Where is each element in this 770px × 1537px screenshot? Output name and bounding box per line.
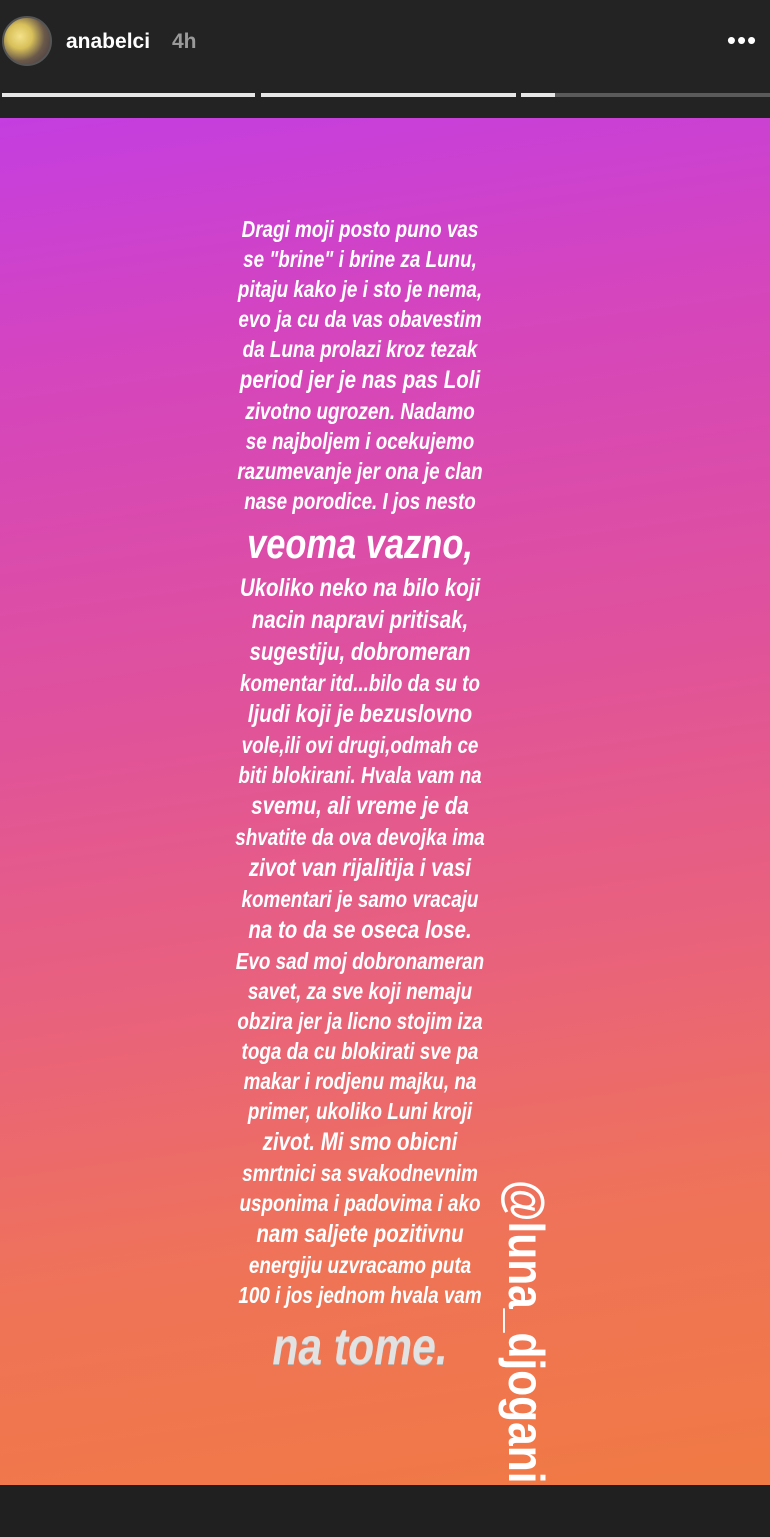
mention-sticker[interactable] xyxy=(497,1180,555,1537)
story-header xyxy=(0,0,770,118)
story-text-line: nase porodice. I jos nesto xyxy=(244,488,476,514)
story-progress-segment-1 xyxy=(2,93,255,97)
story-text-line: na tome. xyxy=(272,1318,448,1376)
story-text-line: makar i rodjenu majku, na xyxy=(243,1068,477,1094)
story-progress-segment-3 xyxy=(521,93,770,97)
story-text-line: na to da se oseca lose. xyxy=(248,916,472,944)
story-text-line: energiju uzvracamo puta xyxy=(248,1252,472,1278)
story-text-line: 100 i jos jednom hvala vam xyxy=(238,1282,482,1308)
more-horizontal-icon[interactable]: ••• xyxy=(726,25,758,55)
story-text-line: razumevanje jer ona je clan xyxy=(237,458,483,484)
username[interactable]: anabelci xyxy=(66,30,151,53)
story-text-line: savet, za sve koji nemaju xyxy=(247,978,473,1004)
story-text-line: se najboljem i ocekujemo xyxy=(245,428,475,454)
story-text-line: pitaju kako je i sto je nema, xyxy=(237,276,483,302)
story-text-line: period jer je nas pas Loli xyxy=(239,366,481,394)
story-text-line: vole,ili ovi drugi,odmah ce xyxy=(241,732,479,758)
story-text-line: primer, ukoliko Luni kroji xyxy=(247,1098,473,1124)
story-text-line: usponima i padovima i ako xyxy=(239,1190,481,1216)
story-text-line: Dragi moji posto puno vas xyxy=(241,216,479,242)
story-text-line: sugestiju, dobromeran xyxy=(249,638,471,666)
story-text-line: da Luna prolazi kroz tezak xyxy=(242,336,478,362)
story-text-line: zivot van rijalitija i vasi xyxy=(248,854,472,882)
story-text-line: shvatite da ova devojka ima xyxy=(235,824,485,850)
story-text-line: Ukoliko neko na bilo koji xyxy=(239,574,481,602)
story-text-line: Evo sad moj dobronameran xyxy=(235,948,485,974)
story-text-line: toga da cu blokirati sve pa xyxy=(241,1038,479,1064)
story-text-line: biti blokirani. Hvala vam na xyxy=(238,762,482,788)
story-text-line: zivotno ugrozen. Nadamo xyxy=(245,398,475,424)
story-text-line: se "brine" i brine za Lunu, xyxy=(243,246,477,272)
story-text-line: veoma vazno, xyxy=(247,520,473,567)
story-text-line: komentari je samo vracaju xyxy=(241,886,479,912)
story-text-line: evo ja cu da vas obavestim xyxy=(238,306,482,332)
mention-label: @luna_djogani xyxy=(498,1180,554,1484)
story-timestamp: 4h xyxy=(172,30,197,53)
story-content[interactable] xyxy=(0,118,770,1485)
story-text-line: svemu, ali vreme je da xyxy=(251,792,469,820)
story-text-line: komentar itd...bilo da su to xyxy=(240,670,480,696)
story-text-line: smrtnici sa svakodnevnim xyxy=(242,1160,478,1186)
story-text-line: nam saljete pozitivnu xyxy=(256,1220,464,1248)
story-text-line: obzira jer ja licno stojim iza xyxy=(237,1008,483,1034)
story-text-line: zivot. Mi smo obicni xyxy=(262,1128,458,1156)
story-text-line: nacin napravi pritisak, xyxy=(251,606,469,634)
profile-avatar[interactable] xyxy=(2,16,52,66)
story-progress-segment-2 xyxy=(261,93,516,97)
story-text-line: ljudi koji je bezuslovno xyxy=(247,700,473,728)
story-progress-fill xyxy=(521,93,555,97)
